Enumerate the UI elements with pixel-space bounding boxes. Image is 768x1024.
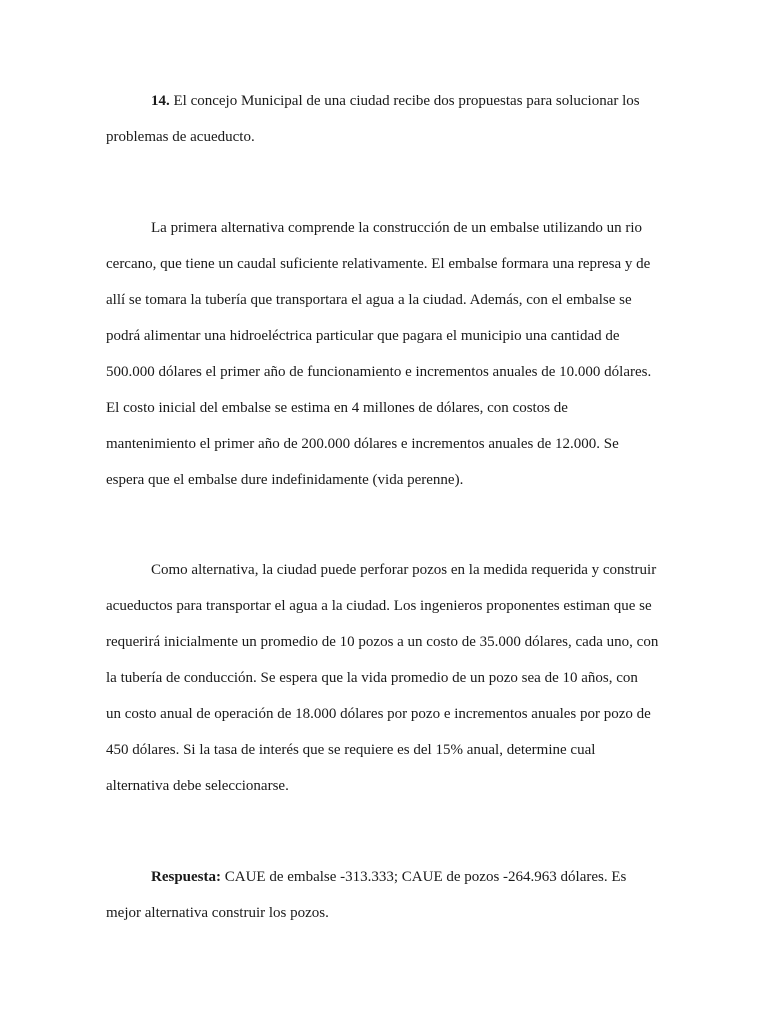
problem-number: 14.	[151, 93, 170, 109]
alt2-line: alternativa debe seleccionarse.	[106, 778, 289, 794]
alt2-line: Como alternativa, la ciudad puede perforar pozos en la medida requerida y construir	[151, 562, 657, 578]
answer-line-1-text: CAUE de embalse -313.333; CAUE de pozos -264.963 dólares. Es	[221, 869, 627, 885]
alt2-line: 450 dólares. Si la tasa de interés que se requiere es del 15% anual, determine cual	[106, 742, 596, 758]
alt1-line: mantenimiento el primer año de 200.000 dólares e incrementos anuales de 12.000. Se	[106, 436, 619, 452]
alt1-line: La primera alternativa comprende la construcción de un embalse utilizando un rio	[151, 220, 643, 236]
alt1-line: cercano, que tiene un caudal suficiente relativamente. El embalse formara una represa y de	[106, 256, 651, 272]
alt2-line: acueductos para transportar el agua a la ciudad. Los ingenieros proponentes estiman que se	[106, 598, 652, 614]
alt2-line: la tubería de conducción. Se espera que la vida promedio de un pozo sea de 10 años, con	[106, 670, 638, 686]
answer-line-1	[151, 868, 626, 886]
alt2-line: requerirá inicialmente un promedio de 10 pozos a un costo de 35.000 dólares, cada uno, con	[106, 634, 659, 650]
problem-line-1-text: El concejo Municipal de una ciudad recibe dos propuestas para solucionar los	[169, 93, 640, 109]
problem-line-1	[151, 92, 640, 110]
alt1-line: espera que el embalse dure indefinidamente (vida perenne).	[106, 472, 464, 488]
alt1-line: El costo inicial del embalse se estima en 4 millones de dólares, con costos de	[106, 400, 568, 416]
alt1-line: podrá alimentar una hidroeléctrica particular que pagara el municipio una cantidad de	[106, 328, 620, 344]
alt1-line: allí se tomara la tubería que transportara el agua a la ciudad. Además, con el embalse se	[106, 292, 632, 308]
alt1-line: 500.000 dólares el primer año de funcionamiento e incrementos anuales de 10.000 dólares.	[106, 364, 652, 380]
alt2-line: un costo anual de operación de 18.000 dólares por pozo e incrementos anuales por pozo de	[106, 706, 651, 722]
problem-line-2: problemas de acueducto.	[106, 129, 255, 145]
answer-line-2: mejor alternativa construir los pozos.	[106, 905, 329, 921]
answer-label: Respuesta:	[151, 869, 221, 885]
